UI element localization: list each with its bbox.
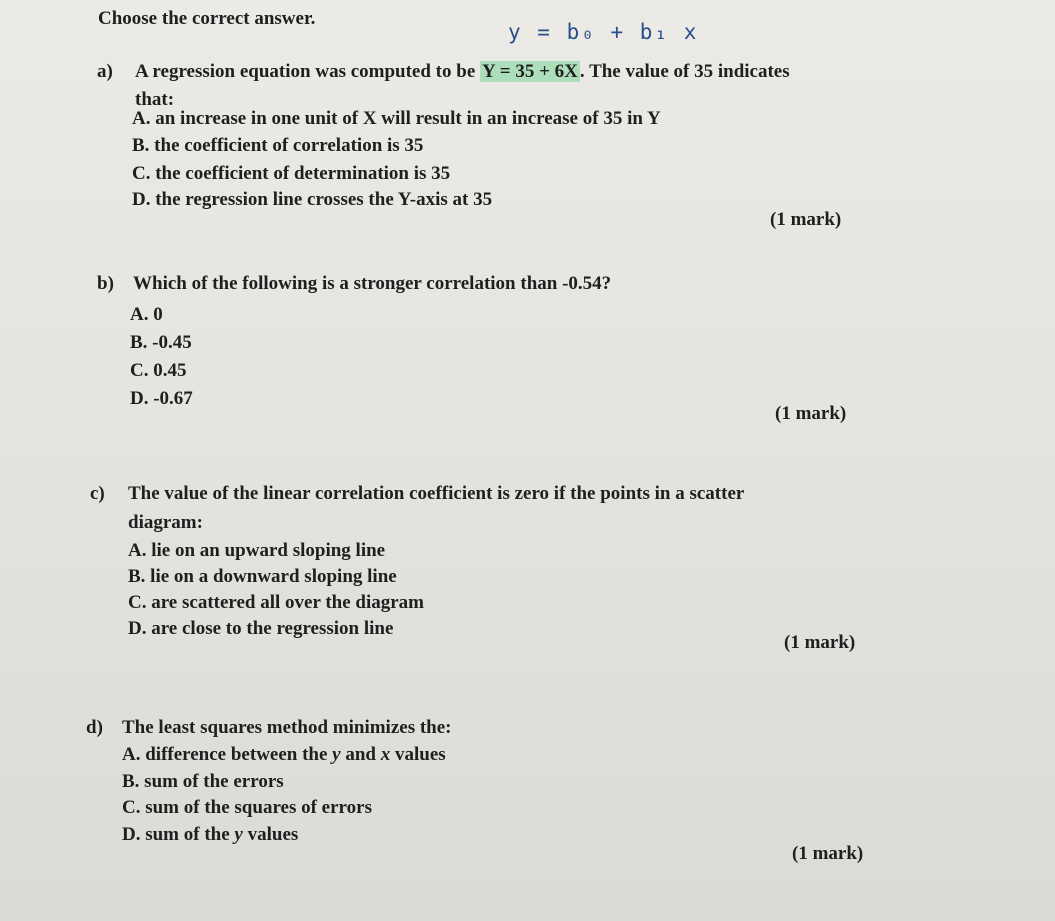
- question-a-stem-end: . The value of 35 indicates: [579, 61, 790, 82]
- option-a-text-start: A. difference between the: [122, 744, 333, 765]
- question-d-option-a: [122, 744, 446, 766]
- question-a-stem-start: A regression equation was computed to be: [135, 61, 481, 82]
- question-a-label: a): [97, 61, 113, 82]
- question-a-stem: [135, 61, 790, 83]
- question-b-option-c: C. 0.45: [130, 360, 187, 381]
- question-c-option-d: D. are close to the regression line: [128, 618, 394, 639]
- question-b-label: b): [97, 273, 114, 294]
- question-b-option-a: A. 0: [130, 304, 163, 325]
- question-b-option-b: B. -0.45: [130, 332, 192, 353]
- question-a-option-c: C. the coefficient of determination is 35: [132, 163, 451, 184]
- question-d-option-d: [122, 824, 298, 846]
- question-d-marks: (1 mark): [792, 843, 864, 864]
- question-c-option-c: C. are scattered all over the diagram: [128, 592, 425, 613]
- question-c-option-a: A. lie on an upward sloping line: [128, 540, 386, 561]
- instruction: Choose the correct answer.: [98, 8, 316, 29]
- option-a-text-mid: and: [340, 744, 381, 765]
- question-a-option-a: A. an increase in one unit of X will result in an increase of 35 in Y: [132, 108, 661, 129]
- variable-x: x: [380, 744, 391, 765]
- question-c-marks: (1 mark): [784, 632, 856, 653]
- question-c-stem: The value of the linear correlation coefficient is zero if the points in a scatter: [128, 483, 745, 504]
- question-c-stem-line2: diagram:: [128, 512, 203, 533]
- question-a-option-b: B. the coefficient of correlation is 35: [132, 135, 424, 156]
- question-b-option-d: D. -0.67: [130, 388, 193, 409]
- question-c-option-b: B. lie on a downward sloping line: [128, 566, 397, 587]
- question-d-stem: The least squares method minimizes the:: [122, 717, 452, 738]
- question-a-marks: (1 mark): [770, 209, 842, 230]
- variable-y: y: [332, 744, 341, 765]
- handwritten-formula: y = b₀ + b₁ x: [508, 20, 699, 44]
- question-d-option-c: C. sum of the squares of errors: [122, 797, 372, 818]
- question-c-label: c): [90, 483, 105, 504]
- option-d-text-start: D. sum of the: [122, 824, 235, 845]
- question-a-stem-line2: that:: [135, 89, 175, 110]
- question-b-stem: Which of the following is a stronger correlation than -0.54?: [133, 273, 612, 294]
- question-d-option-b: B. sum of the errors: [122, 771, 284, 792]
- option-d-text-end: values: [242, 824, 299, 845]
- highlighted-equation: Y = 35 + 6X: [482, 61, 578, 82]
- question-a-option-d: D. the regression line crosses the Y-axis at 35: [132, 189, 493, 210]
- option-a-text-end: values: [390, 744, 446, 765]
- question-b-marks: (1 mark): [775, 403, 847, 424]
- variable-y: y: [234, 824, 243, 845]
- question-d-label: d): [86, 717, 103, 738]
